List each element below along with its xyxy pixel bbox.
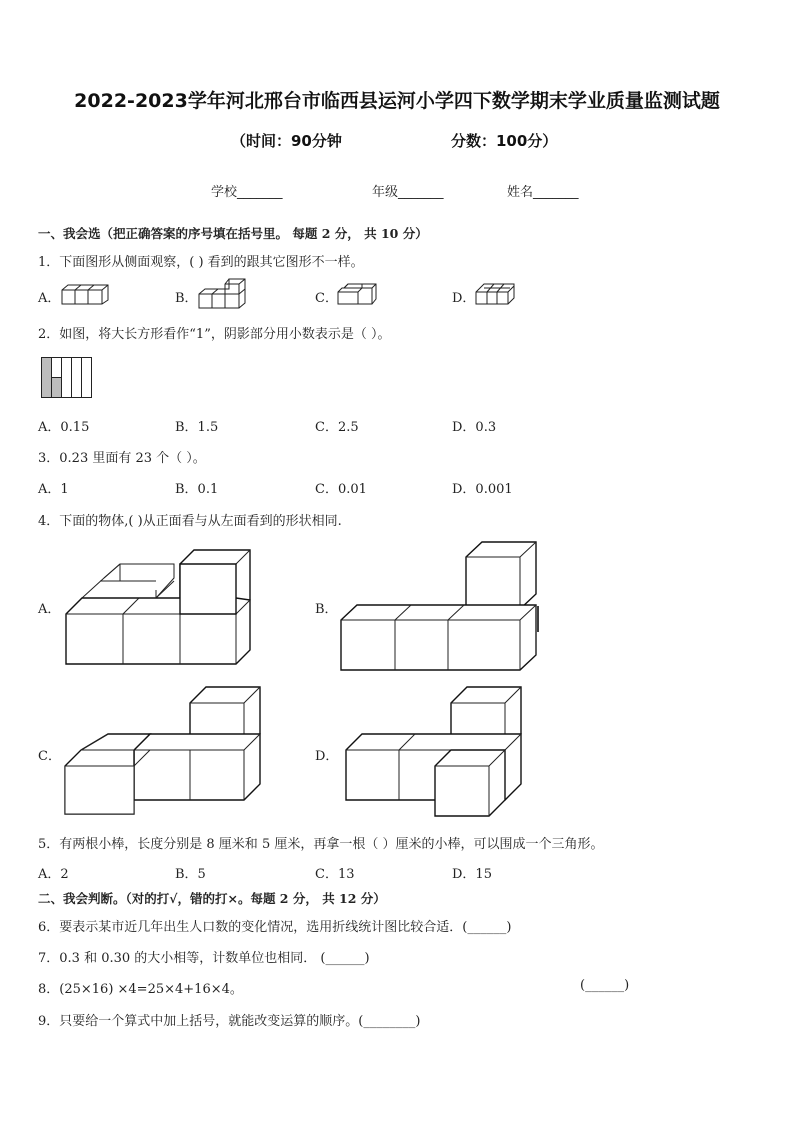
q3-option-d[interactable]: D．0.001 [452, 482, 513, 497]
q1-option-c[interactable]: C． [315, 291, 338, 306]
q1-figure-b [197, 276, 249, 310]
q3-option-b[interactable]: B．0.1 [175, 482, 219, 497]
school-field[interactable]: 学校_______ [211, 185, 283, 200]
q4-option-c[interactable]: C． [38, 749, 61, 764]
q4-option-d[interactable]: D． [315, 749, 339, 764]
section-1-heading: 一、我会选（把正确答案的序号填在括号里。 每题 2 分， 共 10 分） [38, 226, 428, 241]
q5-option-b[interactable]: B．5 [175, 867, 206, 882]
section-2-heading: 二、我会判断。（对的打√，错的打×。每题 2 分， 共 12 分） [38, 891, 386, 906]
question-6[interactable]: 6．要表示某市近几年出生人口数的变化情况，选用折线统计图比较合适．(______) [38, 920, 512, 935]
q4-figure-a [60, 545, 260, 670]
q2-option-b[interactable]: B．1.5 [175, 420, 219, 435]
grade-field[interactable]: 年级_______ [372, 185, 444, 200]
name-field[interactable]: 姓名_______ [507, 185, 579, 200]
q3-option-c[interactable]: C．0.01 [315, 482, 367, 497]
question-3: 3．0.23 里面有 23 个（ ）。 [38, 451, 206, 466]
question-8-answer-blank[interactable]: (______) [580, 978, 630, 993]
question-9[interactable]: 9．只要给一个算式中加上括号，就能改变运算的顺序。(________) [38, 1014, 421, 1029]
question-8: 8．(25×16) ×4=25×4+16×4。 [38, 982, 243, 997]
q4-figure-d [343, 684, 528, 819]
q5-option-c[interactable]: C．13 [315, 867, 355, 882]
q1-figure-d [474, 282, 518, 306]
q1-option-b[interactable]: B． [175, 291, 198, 306]
q4-figure-b [338, 540, 548, 675]
question-4: 4．下面的物体,( )从正面看与从左面看到的形状相同. [38, 514, 342, 529]
question-7[interactable]: 7．0.3 和 0.30 的大小相等，计数单位也相同． (______) [38, 951, 370, 966]
q2-rectangle-figure [41, 357, 93, 399]
page-title: 2022-2023学年河北邢台市临西县运河小学四下数学期末学业质量监测试题 [74, 90, 720, 112]
q3-option-a[interactable]: A．1 [38, 482, 69, 497]
q1-figure-a [60, 282, 112, 306]
q2-option-c[interactable]: C．2.5 [315, 420, 359, 435]
q1-option-a[interactable]: A． [38, 291, 61, 306]
q4-figure-c [62, 684, 267, 819]
question-5: 5．有两根小棒，长度分别是 8 厘米和 5 厘米，再拿一根（ ）厘米的小棒，可以围成一个三角形。 [38, 837, 604, 852]
exam-score: 分数：100分） [451, 132, 558, 150]
question-2: 2．如图，将大长方形看作“1”，阴影部分用小数表示是（ ）。 [38, 327, 391, 342]
exam-time: （时间：90分钟 [231, 132, 342, 150]
q1-option-d[interactable]: D． [452, 291, 476, 306]
q4-option-a[interactable]: A． [38, 602, 61, 617]
q1-figure-c [336, 282, 380, 306]
q4-option-b[interactable]: B． [315, 602, 338, 617]
question-1: 1．下面图形从侧面观察，( ) 看到的跟其它图形不一样。 [38, 255, 364, 270]
q2-option-a[interactable]: A．0.15 [38, 420, 90, 435]
q5-option-a[interactable]: A．2 [38, 867, 69, 882]
q5-option-d[interactable]: D．15 [452, 867, 492, 882]
q2-option-d[interactable]: D．0.3 [452, 420, 497, 435]
